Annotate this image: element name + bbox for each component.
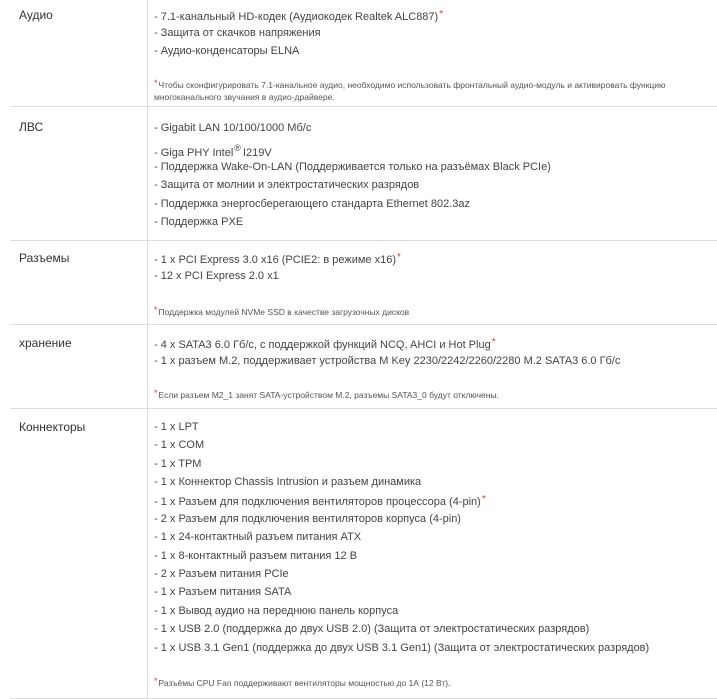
footnote: *Чтобы сконфигурировать 7.1-канальное аудио, необходимо использовать фронтальный аудио-модуль и активировать функцию многоканального звучания в аудио-драйвере. bbox=[154, 78, 666, 102]
row-label-cell bbox=[10, 325, 146, 409]
registered-mark: ® bbox=[234, 143, 241, 153]
list-item: - 1 x Разъем питания SATA bbox=[154, 586, 292, 598]
list-item: - Поддержка энергосберегающего стандарта Ethernet 802.3az bbox=[154, 198, 471, 210]
asterisk-mark: * bbox=[439, 9, 444, 20]
list-item: - 12 x PCI Express 2.0 x1 bbox=[154, 270, 279, 282]
spec-row-lan bbox=[10, 106, 717, 241]
row-label: Разъемы bbox=[19, 251, 70, 265]
list-item: - 1 x 8-контактный разъем питания 12 В bbox=[154, 550, 358, 562]
row-value-cell bbox=[147, 409, 717, 699]
list-item: - 1 x COM bbox=[154, 439, 205, 451]
list-item: - 1 x Коннектор Chassis Intrusion и разъем динамика bbox=[154, 476, 422, 488]
row-value-cell bbox=[147, 325, 717, 409]
row-value-cell bbox=[147, 0, 717, 107]
row-label-cell bbox=[10, 241, 146, 325]
list-item: - 1 x разъем M.2, поддерживает устройства M Key 2230/2242/2260/2280 M.2 SATA3 6.0 Гб/с bbox=[154, 355, 621, 367]
row-label: Коннекторы bbox=[19, 420, 86, 434]
row-value-cell bbox=[147, 107, 717, 241]
spec-row-slots bbox=[10, 240, 717, 325]
list-item: - Giga PHY Intel® I219V bbox=[154, 143, 272, 159]
list-item: - 1 x TPM bbox=[154, 458, 202, 470]
list-item: - Поддержка Wake-On-LAN (Поддерживается только на разъёмах Black PCIe) bbox=[154, 161, 551, 173]
row-label: ЛВС bbox=[19, 120, 44, 134]
row-label: Аудио bbox=[19, 8, 53, 22]
list-item: - 2 x Разъем питания PCIe bbox=[154, 568, 289, 580]
row-label-cell bbox=[10, 0, 146, 107]
asterisk-mark: * bbox=[154, 388, 158, 398]
list-item: - Аудио-конденсаторы ELNA bbox=[154, 45, 300, 57]
list-item: - Gigabit LAN 10/100/1000 Мб/с bbox=[154, 122, 312, 134]
row-label-cell bbox=[10, 409, 146, 699]
list-item: - Защита от скачков напряжения bbox=[154, 27, 321, 39]
list-item: - 1 x USB 3.1 Gen1 (поддержка до двух USB 3.1 Gen1) (Защита от электростатических разрядов) bbox=[154, 642, 650, 654]
footnote: *Если разъем M2_1 занят SATA-устройством M.2, разъемы SATA3_0 будут отключены. bbox=[154, 388, 499, 400]
footnote: *Поддержка модулей NVMe SSD в качестве загрузочных дисков bbox=[154, 305, 410, 317]
list-item: - 4 x SATA3 6.0 Гб/с, с поддержкой функций NCQ, AHCI и Hot Plug* bbox=[154, 337, 496, 351]
list-item: - 1 x 24-контактный разъем питания ATX bbox=[154, 531, 362, 543]
list-item: - 1 x Вывод аудио на переднюю панель корпуса bbox=[154, 605, 399, 617]
list-item: - 7.1-канальный HD-кодек (Аудиокодек Realtek ALC887)* bbox=[154, 9, 444, 23]
footnote: *Разъёмы CPU Fan поддерживают вентиляторы мощностью до 1А (12 Вт). bbox=[154, 676, 451, 688]
list-item: - 1 x Разъем для подключения вентиляторов процессора (4-pin)* bbox=[154, 494, 486, 508]
asterisk-mark: * bbox=[154, 676, 158, 686]
asterisk-mark: * bbox=[154, 305, 158, 315]
row-label-cell bbox=[10, 107, 146, 241]
asterisk-mark: * bbox=[491, 337, 496, 348]
list-item: - 1 x LPT bbox=[154, 421, 199, 433]
spec-row-audio bbox=[10, 0, 717, 107]
asterisk-mark: * bbox=[154, 78, 158, 88]
list-item: - Защита от молнии и электростатических разрядов bbox=[154, 179, 420, 191]
row-label: хранение bbox=[19, 336, 72, 350]
asterisk-mark: * bbox=[397, 252, 401, 263]
list-item: - 1 x USB 2.0 (поддержка до двух USB 2.0) (Защита от электростатических разрядов) bbox=[154, 623, 590, 635]
spec-row-storage bbox=[10, 324, 717, 409]
spec-row-connectors bbox=[10, 408, 717, 699]
list-item: - Поддержка PXE bbox=[154, 216, 244, 228]
asterisk-mark: * bbox=[481, 494, 486, 505]
row-value-cell bbox=[147, 241, 717, 325]
list-item: - 2 x Разъем для подключения вентиляторов корпуса (4-pin) bbox=[154, 513, 461, 525]
list-item: - 1 x PCI Express 3.0 x16 (PCIE2: в режиме x16)* bbox=[154, 252, 401, 266]
